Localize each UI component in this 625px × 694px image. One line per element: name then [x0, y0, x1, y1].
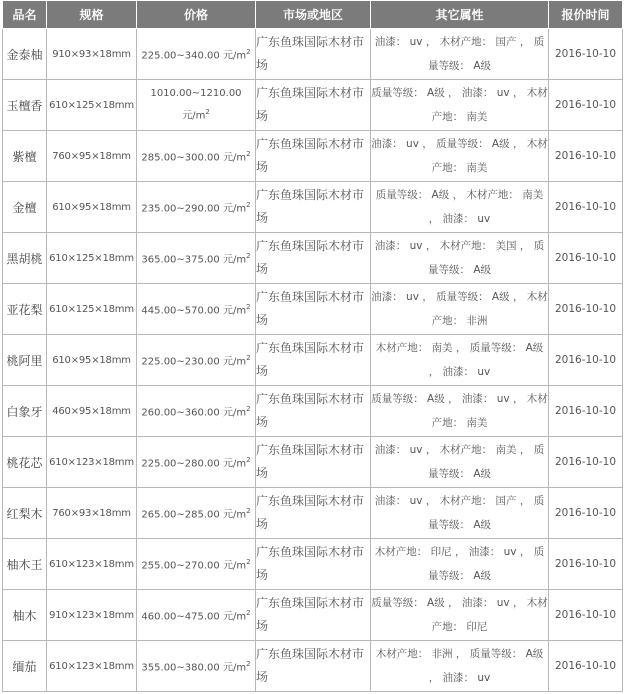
price-range: 265.00~285.00 — [141, 509, 220, 521]
cell-spec — [47, 437, 137, 488]
attrs-text: 油漆： uv ， 木材产地： 南美 ， 质量等级： A级 — [374, 444, 545, 480]
price-range: 355.00~380.00 — [141, 662, 220, 674]
cell-name — [3, 182, 47, 233]
cell-price — [137, 131, 256, 182]
cell-date — [549, 335, 623, 386]
wood-name: 桃花芯 — [6, 455, 43, 470]
cell-name — [3, 80, 47, 131]
price-unit: 元/m — [222, 254, 247, 266]
price-range: 260.00~360.00 — [141, 407, 220, 419]
cell-spec — [47, 284, 137, 335]
price-range: 1010.00~1210.00 — [150, 87, 242, 99]
cell-date — [549, 488, 623, 539]
price-unit: 元/m — [222, 662, 247, 674]
cell-price — [137, 488, 256, 539]
cell-name — [3, 335, 47, 386]
table-row — [3, 437, 623, 488]
cell-spec — [47, 539, 137, 590]
price-unit: 元/m — [222, 50, 247, 62]
price-unit-exp: 2 — [246, 302, 251, 311]
header-spec: 规格 — [47, 1, 137, 29]
cell-date — [549, 641, 623, 692]
price-unit: 元/m — [222, 305, 247, 317]
cell-market — [256, 641, 371, 692]
cell-spec — [47, 641, 137, 692]
cell-date — [549, 29, 623, 80]
header-date: 报价时间 — [549, 1, 623, 29]
cell-name — [3, 590, 47, 641]
header-name: 品名 — [3, 1, 47, 29]
market-text: 广东鱼珠国际木材市场 — [256, 341, 365, 378]
cell-price — [137, 386, 256, 437]
market-text: 广东鱼珠国际木材市场 — [256, 392, 365, 429]
spec-text: 610×123×18mm — [49, 558, 134, 570]
market-text: 广东鱼珠国际木材市场 — [256, 596, 365, 633]
cell-date — [549, 131, 623, 182]
wood-name: 金泰柚 — [6, 47, 43, 62]
spec-text: 760×95×18mm — [52, 150, 131, 162]
cell-attrs — [371, 131, 549, 182]
market-text: 广东鱼珠国际木材市场 — [256, 647, 365, 684]
wood-name: 缅茄 — [12, 659, 37, 674]
price-range: 225.00~280.00 — [141, 458, 220, 470]
price-unit-exp: 2 — [246, 659, 251, 668]
price-unit: 元/m — [222, 458, 247, 470]
attrs-text: 质量等级： A级 ， 油漆： uv ， 木材产地： 印尼 — [371, 597, 548, 633]
table-row — [3, 182, 623, 233]
cell-price — [137, 29, 256, 80]
spec-text: 460×95×18mm — [52, 405, 131, 417]
price-unit: 元/m — [222, 356, 247, 368]
cell-price — [137, 233, 256, 284]
price-unit: 元/m — [222, 509, 247, 521]
cell-name — [3, 233, 47, 284]
cell-attrs — [371, 641, 549, 692]
table-row — [3, 284, 623, 335]
price-range: 460.00~475.00 — [141, 611, 220, 623]
spec-text: 610×123×18mm — [49, 456, 134, 468]
cell-price — [137, 182, 256, 233]
wood-name: 柚木王 — [6, 557, 43, 572]
cell-name — [3, 488, 47, 539]
price-unit: 元/m — [222, 560, 247, 572]
cell-spec — [47, 386, 137, 437]
market-text: 广东鱼珠国际木材市场 — [256, 86, 365, 123]
market-text: 广东鱼珠国际木材市场 — [256, 290, 365, 327]
cell-price — [137, 641, 256, 692]
cell-price — [137, 284, 256, 335]
price-unit: 元/m — [182, 110, 206, 122]
market-text: 广东鱼珠国际木材市场 — [256, 35, 365, 72]
cell-price — [137, 590, 256, 641]
table-row — [3, 335, 623, 386]
cell-market — [256, 233, 371, 284]
cell-spec — [47, 233, 137, 284]
price-unit-exp: 2 — [246, 608, 251, 617]
market-text: 广东鱼珠国际木材市场 — [256, 188, 365, 225]
spec-text: 610×95×18mm — [52, 201, 131, 213]
attrs-text: 木材产地： 非洲 ， 质量等级： A级 ， 油漆： uv — [375, 648, 544, 684]
table-row — [3, 29, 623, 80]
date-text: 2016-10-10 — [554, 252, 617, 264]
cell-price — [137, 335, 256, 386]
wood-name: 亚花梨 — [6, 302, 43, 317]
cell-spec — [47, 29, 137, 80]
cell-spec — [47, 131, 137, 182]
market-text: 广东鱼珠国际木材市场 — [256, 494, 365, 531]
price-unit-exp: 2 — [246, 149, 251, 158]
price-unit-exp: 2 — [246, 506, 251, 515]
date-text: 2016-10-10 — [554, 507, 617, 519]
date-text: 2016-10-10 — [554, 354, 617, 366]
date-text: 2016-10-10 — [554, 456, 617, 468]
cell-market — [256, 29, 371, 80]
table-header-row — [3, 1, 623, 29]
wood-name: 金檀 — [12, 200, 37, 215]
header-market: 市场或地区 — [256, 1, 371, 29]
price-range: 445.00~570.00 — [141, 305, 220, 317]
table-row — [3, 80, 623, 131]
cell-name — [3, 386, 47, 437]
cell-date — [549, 386, 623, 437]
table-row — [3, 131, 623, 182]
cell-market — [256, 80, 371, 131]
cell-date — [549, 80, 623, 131]
cell-attrs — [371, 284, 549, 335]
wood-name: 紫檀 — [12, 149, 37, 164]
wood-name: 柚木 — [12, 608, 37, 623]
date-text: 2016-10-10 — [554, 150, 617, 162]
cell-attrs — [371, 182, 549, 233]
cell-spec — [47, 182, 137, 233]
attrs-text: 油漆： uv ， 质量等级： A级 ， 木材产地： 非洲 — [371, 291, 548, 327]
wood-name: 玉檀香 — [6, 98, 43, 113]
table-body — [3, 29, 623, 692]
attrs-text: 油漆： uv ， 木材产地： 国产 ， 质量等级： A级 — [374, 36, 545, 72]
table-row — [3, 641, 623, 692]
price-unit-exp: 2 — [246, 455, 251, 464]
wood-name: 红梨木 — [6, 506, 43, 521]
price-table-container — [2, 0, 623, 692]
date-text: 2016-10-10 — [554, 99, 617, 111]
cell-market — [256, 488, 371, 539]
cell-spec — [47, 80, 137, 131]
spec-text: 610×125×18mm — [49, 252, 134, 264]
price-unit: 元/m — [222, 203, 247, 215]
market-text: 广东鱼珠国际木材市场 — [256, 443, 365, 480]
price-range: 235.00~290.00 — [141, 203, 220, 215]
spec-text: 910×123×18mm — [49, 609, 134, 621]
cell-market — [256, 539, 371, 590]
wood-name: 桃阿里 — [6, 353, 43, 368]
header-attrs: 其它属性 — [371, 1, 549, 29]
spec-text: 610×125×18mm — [49, 303, 134, 315]
spec-text: 760×93×18mm — [52, 507, 131, 519]
cell-market — [256, 335, 371, 386]
price-unit-exp: 2 — [246, 353, 251, 362]
price-unit: 元/m — [222, 611, 247, 623]
cell-attrs — [371, 539, 549, 590]
cell-name — [3, 539, 47, 590]
header-price: 价格 — [137, 1, 256, 29]
cell-attrs — [371, 29, 549, 80]
price-unit: 元/m — [222, 407, 247, 419]
attrs-text: 油漆： uv ， 木材产地： 美国 ， 质量等级： A级 — [374, 240, 545, 276]
price-unit-exp: 2 — [205, 107, 210, 116]
cell-name — [3, 437, 47, 488]
cell-market — [256, 590, 371, 641]
cell-date — [549, 233, 623, 284]
wood-name: 白象牙 — [6, 404, 43, 419]
attrs-text: 质量等级： A级 ， 油漆： uv ， 木材产地： 南美 — [371, 87, 548, 123]
date-text: 2016-10-10 — [554, 405, 617, 417]
table-row — [3, 488, 623, 539]
wood-name: 黑胡桃 — [6, 251, 43, 266]
cell-date — [549, 539, 623, 590]
market-text: 广东鱼珠国际木材市场 — [256, 137, 365, 174]
table-row — [3, 386, 623, 437]
date-text: 2016-10-10 — [554, 201, 617, 213]
cell-price — [137, 80, 256, 131]
date-text: 2016-10-10 — [554, 303, 617, 315]
price-unit-exp: 2 — [246, 404, 251, 413]
cell-market — [256, 131, 371, 182]
cell-spec — [47, 335, 137, 386]
price-table — [2, 0, 623, 692]
cell-attrs — [371, 80, 549, 131]
cell-market — [256, 437, 371, 488]
table-row — [3, 590, 623, 641]
cell-attrs — [371, 590, 549, 641]
cell-name — [3, 284, 47, 335]
attrs-text: 木材产地： 南美 ， 质量等级： A级 ， 油漆： uv — [375, 342, 544, 378]
market-text: 广东鱼珠国际木材市场 — [256, 239, 365, 276]
table-row — [3, 233, 623, 284]
cell-name — [3, 131, 47, 182]
price-unit-exp: 2 — [246, 251, 251, 260]
cell-market — [256, 386, 371, 437]
cell-name — [3, 641, 47, 692]
cell-attrs — [371, 233, 549, 284]
cell-name — [3, 29, 47, 80]
price-range: 225.00~230.00 — [141, 356, 220, 368]
attrs-text: 油漆： uv ， 木材产地： 国产 ， 质量等级： A级 — [374, 495, 545, 531]
cell-price — [137, 437, 256, 488]
date-text: 2016-10-10 — [554, 609, 617, 621]
cell-attrs — [371, 437, 549, 488]
cell-date — [549, 437, 623, 488]
spec-text: 910×93×18mm — [52, 48, 131, 60]
price-unit-exp: 2 — [246, 47, 251, 56]
cell-attrs — [371, 386, 549, 437]
cell-date — [549, 182, 623, 233]
table-row — [3, 539, 623, 590]
cell-price — [137, 539, 256, 590]
market-text: 广东鱼珠国际木材市场 — [256, 545, 365, 582]
attrs-text: 木材产地： 印尼 ， 油漆： uv ， 质量等级： A级 — [374, 546, 545, 582]
price-range: 225.00~340.00 — [141, 50, 220, 62]
cell-market — [256, 284, 371, 335]
date-text: 2016-10-10 — [554, 558, 617, 570]
cell-date — [549, 284, 623, 335]
cell-date — [549, 590, 623, 641]
spec-text: 610×123×18mm — [49, 660, 134, 672]
spec-text: 610×95×18mm — [52, 354, 131, 366]
price-range: 365.00~375.00 — [141, 254, 220, 266]
date-text: 2016-10-10 — [554, 660, 617, 672]
price-unit-exp: 2 — [246, 557, 251, 566]
cell-spec — [47, 488, 137, 539]
attrs-text: 质量等级： A级 ， 油漆： uv ， 木材产地： 南美 — [371, 393, 548, 429]
cell-spec — [47, 590, 137, 641]
price-range: 255.00~270.00 — [141, 560, 220, 572]
price-range: 285.00~300.00 — [141, 152, 220, 164]
date-text: 2016-10-10 — [554, 48, 617, 60]
attrs-text: 油漆： uv ， 质量等级： A级 ， 木材产地： 南美 — [371, 138, 548, 174]
cell-market — [256, 182, 371, 233]
price-unit-exp: 2 — [246, 200, 251, 209]
cell-attrs — [371, 488, 549, 539]
price-unit: 元/m — [222, 152, 247, 164]
attrs-text: 质量等级： A级 ， 木材产地： 南美 ， 油漆： uv — [375, 189, 544, 225]
spec-text: 610×125×18mm — [49, 99, 134, 111]
cell-attrs — [371, 335, 549, 386]
